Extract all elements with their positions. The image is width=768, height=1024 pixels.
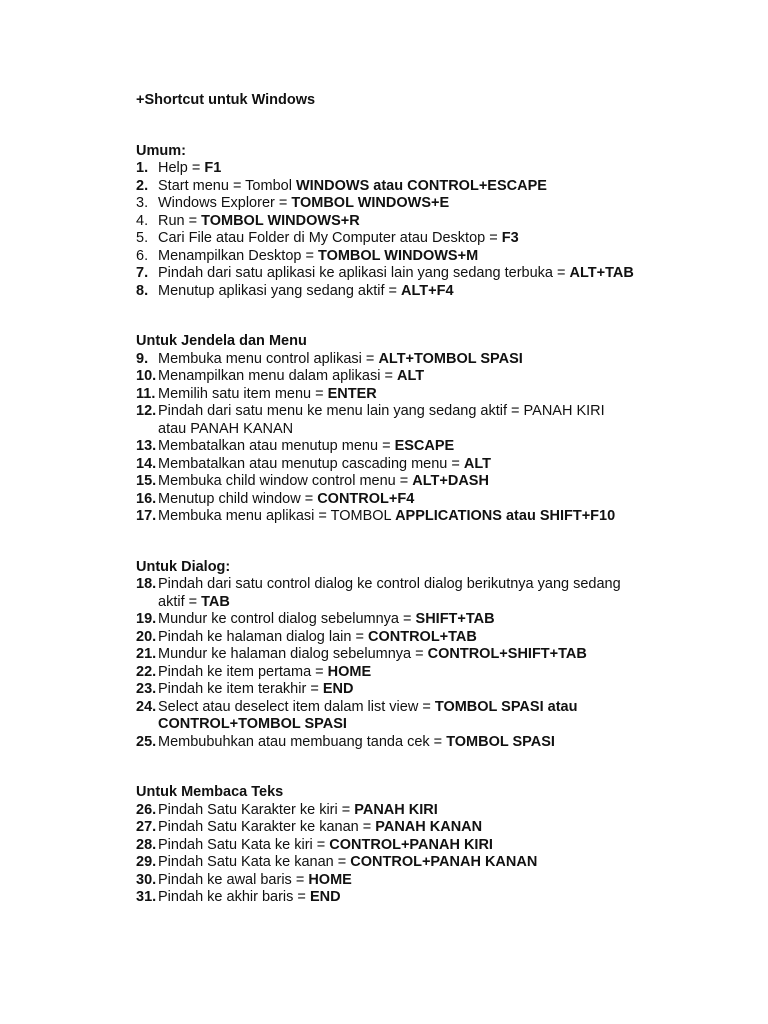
list-item bbox=[136, 837, 746, 855]
item-text bbox=[158, 283, 746, 301]
section-umum bbox=[136, 143, 746, 301]
item-description: Pindah ke halaman dialog lain = bbox=[158, 628, 368, 645]
section-title: Untuk Membaca Teks bbox=[136, 784, 284, 800]
item-description: Cari File atau Folder di My Computer atau Desktop = bbox=[158, 230, 502, 246]
section-dialog bbox=[136, 559, 746, 752]
item-description: Pindah dari satu menu ke menu lain yang sedang aktif = PANAH KIRI bbox=[158, 403, 605, 419]
item-description: Pindah Satu Karakter ke kiri = bbox=[158, 801, 355, 818]
item-shortcut-key: HOME bbox=[327, 663, 372, 680]
list-item bbox=[136, 351, 746, 369]
item-number: 9. bbox=[136, 350, 149, 367]
item-text bbox=[158, 819, 746, 837]
list-item bbox=[136, 456, 746, 474]
list-item bbox=[136, 491, 746, 509]
item-shortcut-key: ALT bbox=[463, 455, 492, 472]
item-shortcut-key: END bbox=[309, 889, 341, 905]
item-text bbox=[158, 178, 746, 196]
item-shortcut-key: ALT+DASH bbox=[412, 473, 489, 489]
list-item bbox=[136, 854, 746, 872]
item-number: 15. bbox=[136, 473, 157, 489]
section-membaca-teks bbox=[136, 784, 746, 907]
list-item bbox=[136, 889, 746, 907]
item-number: 13. bbox=[136, 438, 157, 454]
item-text bbox=[158, 403, 746, 438]
item-number: 18. bbox=[136, 576, 157, 592]
item-text bbox=[158, 854, 746, 872]
item-number: 8. bbox=[136, 282, 149, 299]
item-description: Pindah ke akhir baris = bbox=[158, 889, 310, 905]
item-description: Run = bbox=[158, 212, 202, 229]
list-item bbox=[136, 699, 746, 734]
item-number: 14. bbox=[136, 455, 157, 472]
list-item bbox=[136, 872, 746, 890]
list-item bbox=[136, 160, 746, 178]
item-text bbox=[158, 646, 746, 664]
item-description: Start menu = Tombol bbox=[158, 177, 296, 194]
item-description: Memilih satu item menu = bbox=[158, 385, 328, 402]
item-shortcut-key: ESCAPE bbox=[394, 438, 455, 454]
item-description: Pindah ke awal baris = bbox=[158, 871, 309, 888]
item-description: Pindah dari satu aplikasi ke aplikasi lain yang sedang terbuka = bbox=[158, 265, 570, 281]
item-shortcut-key: ALT bbox=[396, 368, 425, 384]
item-text bbox=[158, 491, 746, 509]
item-shortcut-key: CONTROL+TAB bbox=[368, 628, 477, 645]
item-shortcut-key: TOMBOL WINDOWS+R bbox=[201, 212, 360, 229]
item-text bbox=[158, 681, 746, 699]
item-description: Windows Explorer = bbox=[158, 195, 292, 211]
item-shortcut-key: PANAH KANAN bbox=[375, 819, 483, 835]
item-shortcut-key: CONTROL+SHIFT+TAB bbox=[427, 646, 587, 662]
item-continuation-key: CONTROL+TOMBOL SPASI bbox=[158, 716, 347, 732]
item-text bbox=[158, 195, 746, 213]
item-description: Membuka child window control menu = bbox=[158, 473, 413, 489]
item-continuation-text: atau PANAH KANAN bbox=[158, 420, 294, 437]
section-title: Untuk Jendela dan Menu bbox=[136, 333, 307, 349]
shortcut-list bbox=[136, 802, 746, 907]
item-text bbox=[158, 664, 746, 682]
item-number: 24. bbox=[136, 698, 157, 715]
document-page bbox=[136, 92, 746, 907]
item-text bbox=[158, 230, 746, 248]
list-item bbox=[136, 629, 746, 647]
item-number: 10. bbox=[136, 368, 157, 384]
item-description: Membuka menu control aplikasi = bbox=[158, 350, 379, 367]
list-item bbox=[136, 403, 746, 438]
item-text bbox=[158, 248, 746, 266]
item-number: 12. bbox=[136, 403, 157, 419]
list-item bbox=[136, 508, 746, 526]
item-number: 7. bbox=[136, 265, 149, 281]
section-jendela-menu bbox=[136, 333, 746, 526]
item-description: Pindah Satu Karakter ke kanan = bbox=[158, 819, 376, 835]
item-text bbox=[158, 508, 746, 526]
list-item bbox=[136, 473, 746, 491]
item-continuation-text: aktif = bbox=[158, 593, 202, 610]
list-item bbox=[136, 248, 746, 266]
item-shortcut-key: F1 bbox=[204, 160, 222, 176]
item-continuation bbox=[158, 421, 746, 439]
item-shortcut-key: APPLICATIONS atau SHIFT+F10 bbox=[395, 508, 616, 524]
item-description: Mundur ke halaman dialog sebelumnya = bbox=[158, 646, 428, 662]
item-number: 27. bbox=[136, 819, 157, 835]
shortcut-list bbox=[136, 160, 746, 300]
document-title: +Shortcut untuk Windows bbox=[136, 92, 316, 108]
item-shortcut-key: TOMBOL WINDOWS+M bbox=[317, 247, 479, 264]
item-shortcut-key: TOMBOL WINDOWS+E bbox=[291, 195, 450, 211]
item-number: 28. bbox=[136, 836, 157, 853]
section-title: Umum: bbox=[136, 142, 186, 159]
item-text bbox=[158, 734, 746, 752]
item-number: 11. bbox=[136, 385, 156, 402]
item-text bbox=[158, 213, 746, 231]
item-number: 17. bbox=[136, 508, 157, 524]
item-number: 25. bbox=[136, 733, 157, 750]
section-title: Untuk Dialog: bbox=[136, 558, 231, 575]
item-description: Membatalkan atau menutup cascading menu = bbox=[158, 455, 464, 472]
item-number: 2. bbox=[136, 177, 149, 194]
list-item bbox=[136, 265, 746, 283]
list-item bbox=[136, 802, 746, 820]
item-shortcut-key: CONTROL+PANAH KANAN bbox=[350, 854, 538, 870]
item-text bbox=[158, 368, 746, 386]
item-number: 26. bbox=[136, 801, 157, 818]
item-number: 20. bbox=[136, 628, 157, 645]
list-item bbox=[136, 646, 746, 664]
shortcut-list bbox=[136, 576, 746, 751]
item-text bbox=[158, 629, 746, 647]
item-number: 3. bbox=[136, 195, 149, 211]
item-text bbox=[158, 456, 746, 474]
item-shortcut-key: TOMBOL SPASI atau bbox=[434, 698, 578, 715]
item-continuation bbox=[158, 594, 746, 612]
list-item bbox=[136, 368, 746, 386]
item-description: Pindah ke item terakhir = bbox=[158, 681, 323, 697]
item-text bbox=[158, 889, 746, 907]
item-description: Help = bbox=[158, 160, 205, 176]
item-shortcut-key: ALT+TOMBOL SPASI bbox=[378, 350, 523, 367]
list-item bbox=[136, 681, 746, 699]
item-shortcut-key: WINDOWS atau CONTROL+ESCAPE bbox=[295, 177, 547, 194]
item-shortcut-key: PANAH KIRI bbox=[354, 801, 438, 818]
item-number: 19. bbox=[136, 611, 157, 627]
item-shortcut-key: END bbox=[322, 681, 354, 697]
item-shortcut-key: ENTER bbox=[327, 385, 377, 402]
list-item bbox=[136, 230, 746, 248]
list-item bbox=[136, 178, 746, 196]
item-shortcut-key: HOME bbox=[308, 871, 352, 888]
item-description: Menampilkan menu dalam aplikasi = bbox=[158, 368, 397, 384]
list-item bbox=[136, 576, 746, 611]
item-shortcut-key: CONTROL+PANAH KIRI bbox=[329, 836, 493, 853]
item-description: Membuka menu aplikasi = TOMBOL bbox=[158, 508, 396, 524]
item-description: Menampilkan Desktop = bbox=[158, 247, 318, 264]
list-item bbox=[136, 734, 746, 752]
item-number: 30. bbox=[136, 871, 157, 888]
item-number: 23. bbox=[136, 681, 157, 697]
item-number: 4. bbox=[136, 212, 149, 229]
item-description: Pindah dari satu control dialog ke control dialog berikutnya yang sedang bbox=[158, 576, 621, 592]
item-text bbox=[158, 611, 746, 629]
item-continuation bbox=[158, 716, 746, 734]
item-shortcut-key: TOMBOL SPASI bbox=[446, 733, 555, 750]
item-shortcut-key: CONTROL+F4 bbox=[317, 490, 415, 507]
item-number: 6. bbox=[136, 247, 149, 264]
list-item bbox=[136, 213, 746, 231]
item-number: 21. bbox=[136, 646, 157, 662]
item-shortcut-key: ALT+TAB bbox=[569, 265, 634, 281]
list-item bbox=[136, 611, 746, 629]
item-shortcut-key: F3 bbox=[501, 230, 519, 246]
item-number: 16. bbox=[136, 490, 157, 507]
item-text bbox=[158, 802, 746, 820]
item-number: 31. bbox=[136, 889, 157, 905]
item-description: Menutup child window = bbox=[158, 490, 318, 507]
item-description: Pindah Satu Kata ke kiri = bbox=[158, 836, 330, 853]
item-text bbox=[158, 473, 746, 491]
item-shortcut-key: ALT+F4 bbox=[401, 282, 454, 299]
item-description: Select atau deselect item dalam list view = bbox=[158, 698, 435, 715]
list-item bbox=[136, 819, 746, 837]
item-description: Mundur ke control dialog sebelumnya = bbox=[158, 611, 416, 627]
list-item bbox=[136, 386, 746, 404]
item-text bbox=[158, 576, 746, 611]
item-shortcut-key: SHIFT+TAB bbox=[415, 611, 495, 627]
item-description: Membatalkan atau menutup menu = bbox=[158, 438, 395, 454]
item-number: 29. bbox=[136, 854, 157, 870]
item-text bbox=[158, 699, 746, 734]
item-description: Pindah Satu Kata ke kanan = bbox=[158, 854, 351, 870]
item-description: Membubuhkan atau membuang tanda cek = bbox=[158, 733, 447, 750]
list-item bbox=[136, 195, 746, 213]
list-item bbox=[136, 283, 746, 301]
item-description: Pindah ke item pertama = bbox=[158, 663, 328, 680]
item-number: 1. bbox=[136, 160, 149, 176]
shortcut-list bbox=[136, 351, 746, 526]
item-text bbox=[158, 265, 746, 283]
item-text bbox=[158, 872, 746, 890]
item-description: Menutup aplikasi yang sedang aktif = bbox=[158, 282, 402, 299]
item-text bbox=[158, 160, 746, 178]
item-number: 22. bbox=[136, 663, 157, 680]
item-text bbox=[158, 386, 746, 404]
item-text bbox=[158, 438, 746, 456]
item-text bbox=[158, 837, 746, 855]
item-number: 5. bbox=[136, 230, 149, 246]
item-text bbox=[158, 351, 746, 369]
list-item bbox=[136, 438, 746, 456]
item-continuation-key: TAB bbox=[201, 593, 230, 610]
list-item bbox=[136, 664, 746, 682]
